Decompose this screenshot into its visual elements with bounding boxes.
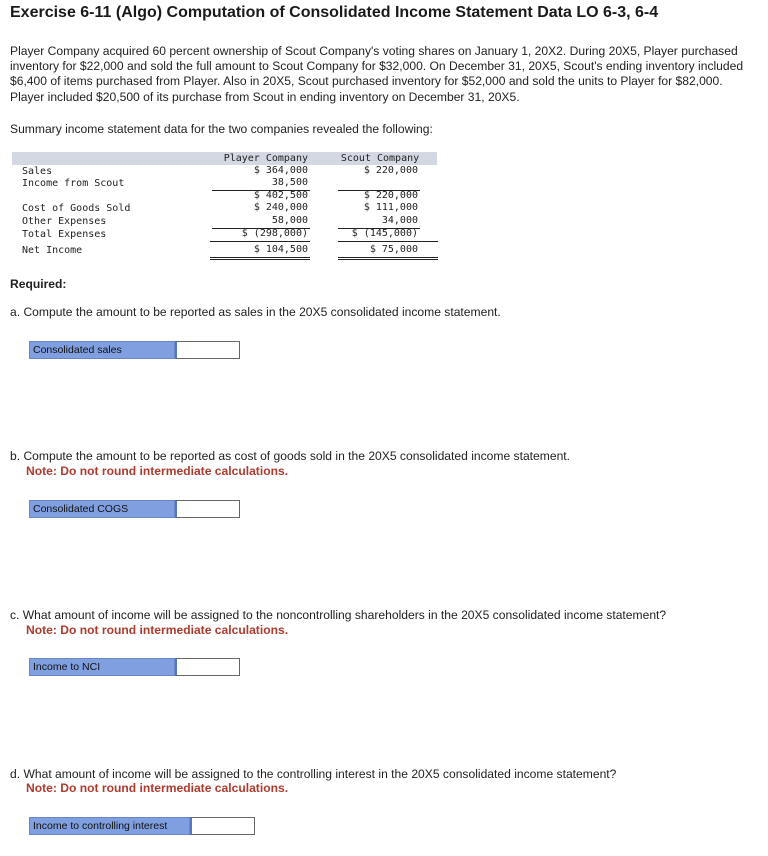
answer-row-b [29,500,240,518]
label-income-to-controlling-interest: Income to controlling interest [29,817,190,835]
label-income-to-nci: Income to NCI [29,658,175,676]
income-to-controlling-interest-input[interactable] [190,817,255,835]
note-b: Note: Do not round intermediate calculations. [26,464,289,478]
row-label-sales: Sales [22,166,53,177]
note-c: Note: Do not round intermediate calculations. [26,623,289,637]
answer-row-c [29,658,240,676]
cell-player-income-from-scout: 38,500 [271,177,308,188]
income-statement-table [12,152,440,262]
problem-description: Player Company acquired 60 percent ownership of Scout Company's voting shares on January 1, 20X2. During 20X5, Player purchased inventory for $22,000 and sold the full amount to Scout Company for $32,000. On December 31, 20X5, Scout's ending inventory included $6,400 of items purchased from Player. Also in 20X5, Scout purchased inventory for $52,000 and sold the units to Player for $82,000. Player included $20,500 of its purchase from Scout in ending inventory on December 31, 20X5. [10,44,744,104]
summary-intro: Summary income statement data for the two companies revealed the following: [10,122,433,136]
cell-player-net-income: $ 104,500 [253,244,308,255]
question-d: d. What amount of income will be assigned to the controlling interest in the 20X5 consolidated income statement? [10,767,617,781]
row-label-other-expenses: Other Expenses [22,216,107,227]
column-header-scout: Scout Company [340,153,420,164]
row-label-cogs: Cost of Goods Sold [22,203,131,214]
question-a: a. Compute the amount to be reported as sales in the 20X5 consolidated income statement. [10,305,501,319]
cell-player-other-expenses: 58,000 [271,215,308,226]
row-label-total-expenses: Total Expenses [22,229,107,240]
question-c: c. What amount of income will be assigned to the noncontrolling shareholders in the 20X5 consolidated income statement? [10,608,667,622]
question-b: b. Compute the amount to be reported as cost of goods sold in the 20X5 consolidated income statement. [10,449,571,463]
cell-player-subtotal: $ 402,500 [253,190,308,201]
column-header-player: Player Company [223,153,308,164]
answer-row-a [29,341,240,359]
net-rule-scout [338,241,438,242]
net-double-rule-player [210,257,310,260]
cell-player-sales: $ 364,000 [253,165,308,176]
cell-scout-subtotal: $ 220,000 [363,190,418,201]
cell-player-cogs: $ 240,000 [253,202,308,213]
income-to-nci-input[interactable] [175,658,240,676]
net-rule-player [210,241,310,242]
row-label-net-income: Net Income [22,245,83,256]
required-heading: Required: [10,277,67,291]
cell-scout-sales: $ 220,000 [363,165,418,176]
consolidated-sales-input[interactable] [175,341,240,359]
note-d: Note: Do not round intermediate calculations. [26,781,289,795]
row-label-income-from-scout: Income from Scout [22,178,125,189]
answer-row-d [29,817,255,835]
exercise-title: Exercise 6-11 (Algo) Computation of Consolidated Income Statement Data LO 6-3, 6-4 [10,4,659,21]
consolidated-cogs-input[interactable] [175,500,240,518]
cell-player-total-expenses: $ (298,000) [241,228,308,239]
cell-scout-other-expenses: 34,000 [381,215,418,226]
cell-scout-cogs: $ 111,000 [363,202,418,213]
label-consolidated-cogs: Consolidated COGS [29,500,175,518]
cell-scout-net-income: $ 75,000 [369,244,418,255]
net-double-rule-scout [338,257,438,260]
label-consolidated-sales: Consolidated sales [29,341,175,359]
cell-scout-total-expenses: $ (145,000) [351,228,418,239]
